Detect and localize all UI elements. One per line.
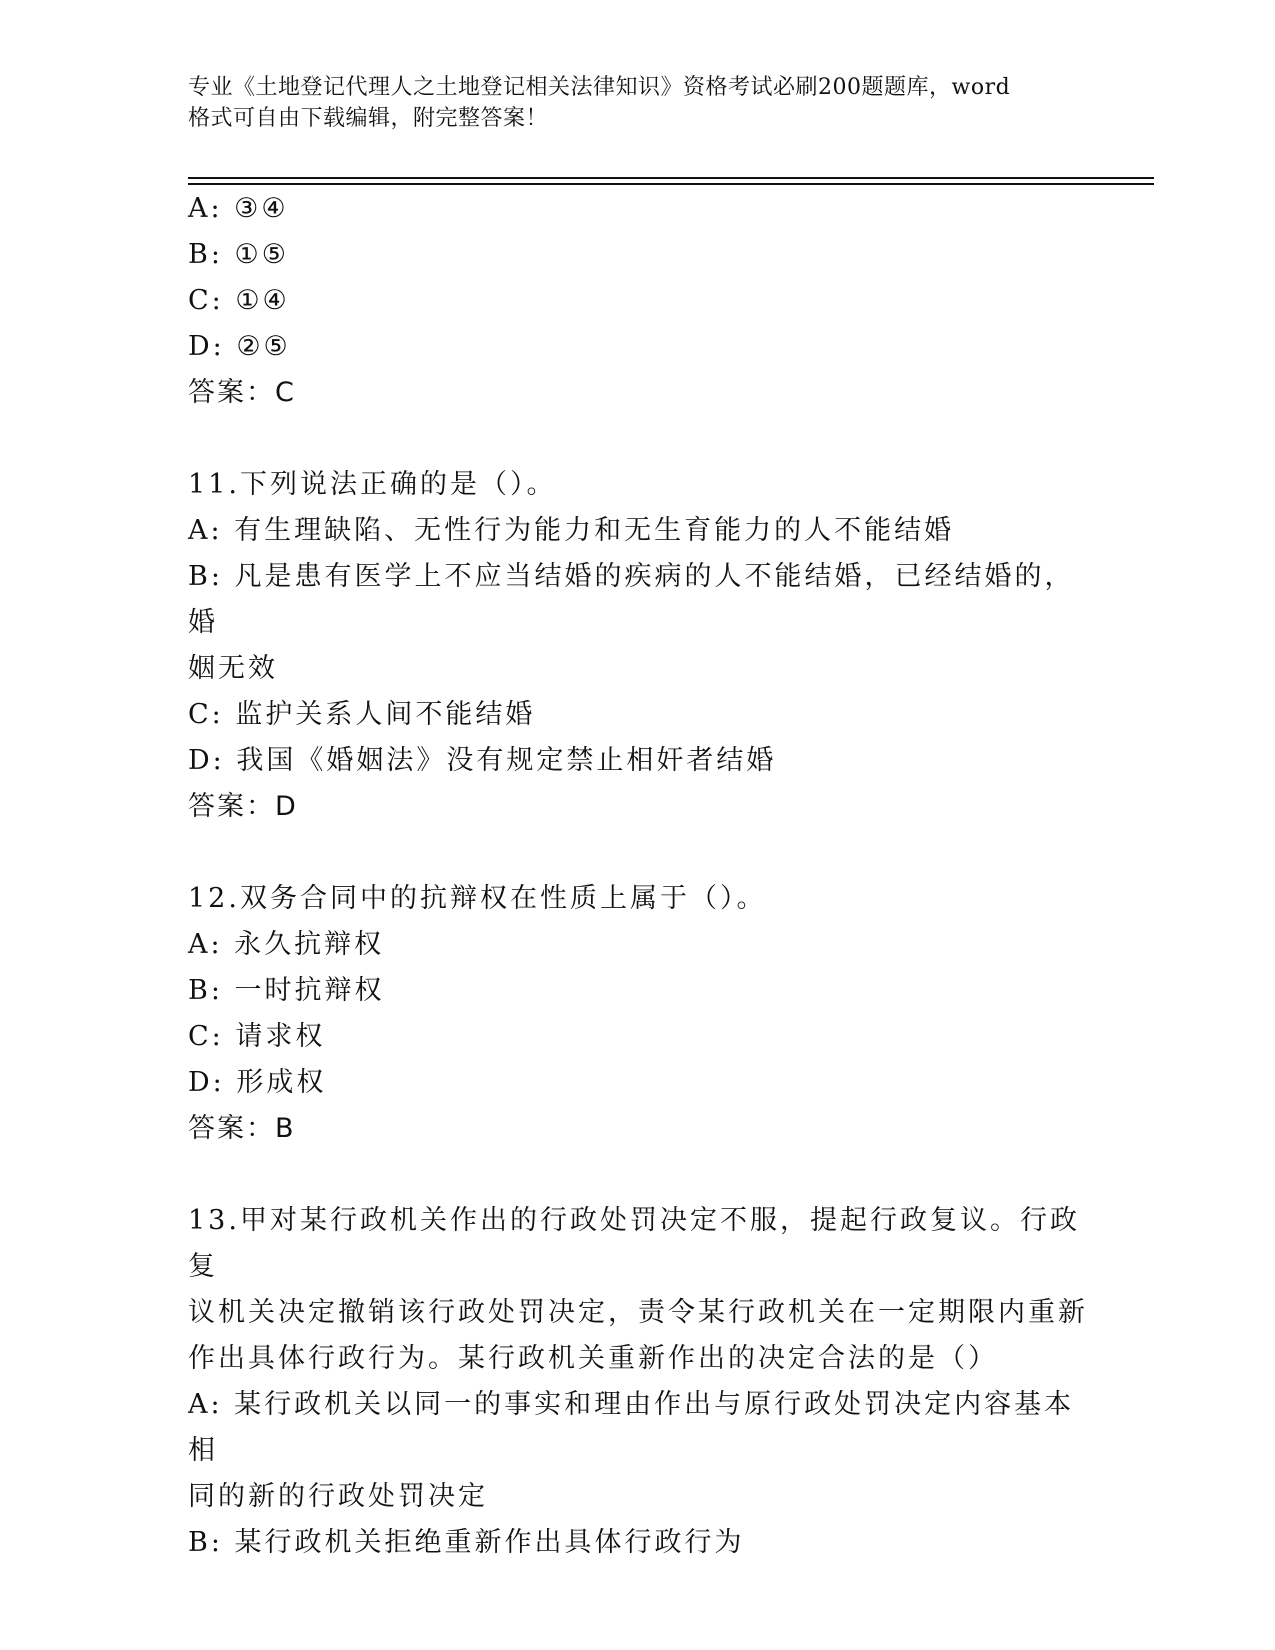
question-11-block [188,462,1088,830]
option-c: C: 监护关系人间不能结婚 [188,699,536,730]
header-divider-bottom [188,183,1154,185]
option-b: B: 某行政机关拒绝重新作出具体行政行为 [188,1527,745,1558]
header-line-1: 专业《土地登记代理人之土地登记相关法律知识》资格考试必刷200题题库，word [188,75,1011,100]
question-stem: 13.甲对某行政机关作出的行政处罚决定不服，提起行政复议。行政复 [188,1205,1080,1282]
option-d: D: ②⑤ [188,331,291,362]
option-c: C: ①④ [188,285,290,316]
option-a: A: 永久抗辩权 [188,929,385,960]
option-a: A: ③④ [188,193,289,224]
question-stem: 12.双务合同中的抗辩权在性质上属于（）。 [188,883,767,914]
question-stem-continued: 作出具体行政行为。某行政机关重新作出的决定合法的是（） [188,1343,998,1374]
answer-line: 答案：B [188,1113,296,1144]
option-d: D: 形成权 [188,1067,327,1098]
question-12-block [188,876,1088,1152]
question-content [188,186,1088,1566]
option-b: B: ①⑤ [188,239,289,270]
previous-question-block [188,186,1088,416]
question-stem: 11.下列说法正确的是（）。 [188,469,557,500]
option-a-continued: 同的新的行政处罚决定 [188,1481,488,1512]
option-b: B: 凡是患有医学上不应当结婚的疾病的人不能结婚，已经结婚的，婚 [188,561,1075,638]
header-divider-top [188,177,1154,179]
spacer [188,416,1088,462]
option-a: A: 某行政机关以同一的事实和理由作出与原行政处罚决定内容基本相 [188,1389,1075,1466]
answer-line: 答案：D [188,791,298,822]
question-stem-continued: 议机关决定撤销该行政处罚决定，责令某行政机关在一定期限内重新 [188,1297,1088,1328]
header-line-2: 格式可自由下载编辑，附完整答案！ [188,106,549,131]
option-b: B: 一时抗辩权 [188,975,385,1006]
option-c: C: 请求权 [188,1021,326,1052]
option-d: D: 我国《婚姻法》没有规定禁止相奸者结婚 [188,745,777,776]
answer-line: 答案：C [188,377,296,408]
spacer [188,1152,1088,1198]
question-13-block [188,1198,1088,1566]
document-header [188,72,1088,134]
spacer [188,830,1088,876]
option-a: A: 有生理缺陷、无性行为能力和无生育能力的人不能结婚 [188,515,955,546]
option-b-continued: 姻无效 [188,653,278,684]
